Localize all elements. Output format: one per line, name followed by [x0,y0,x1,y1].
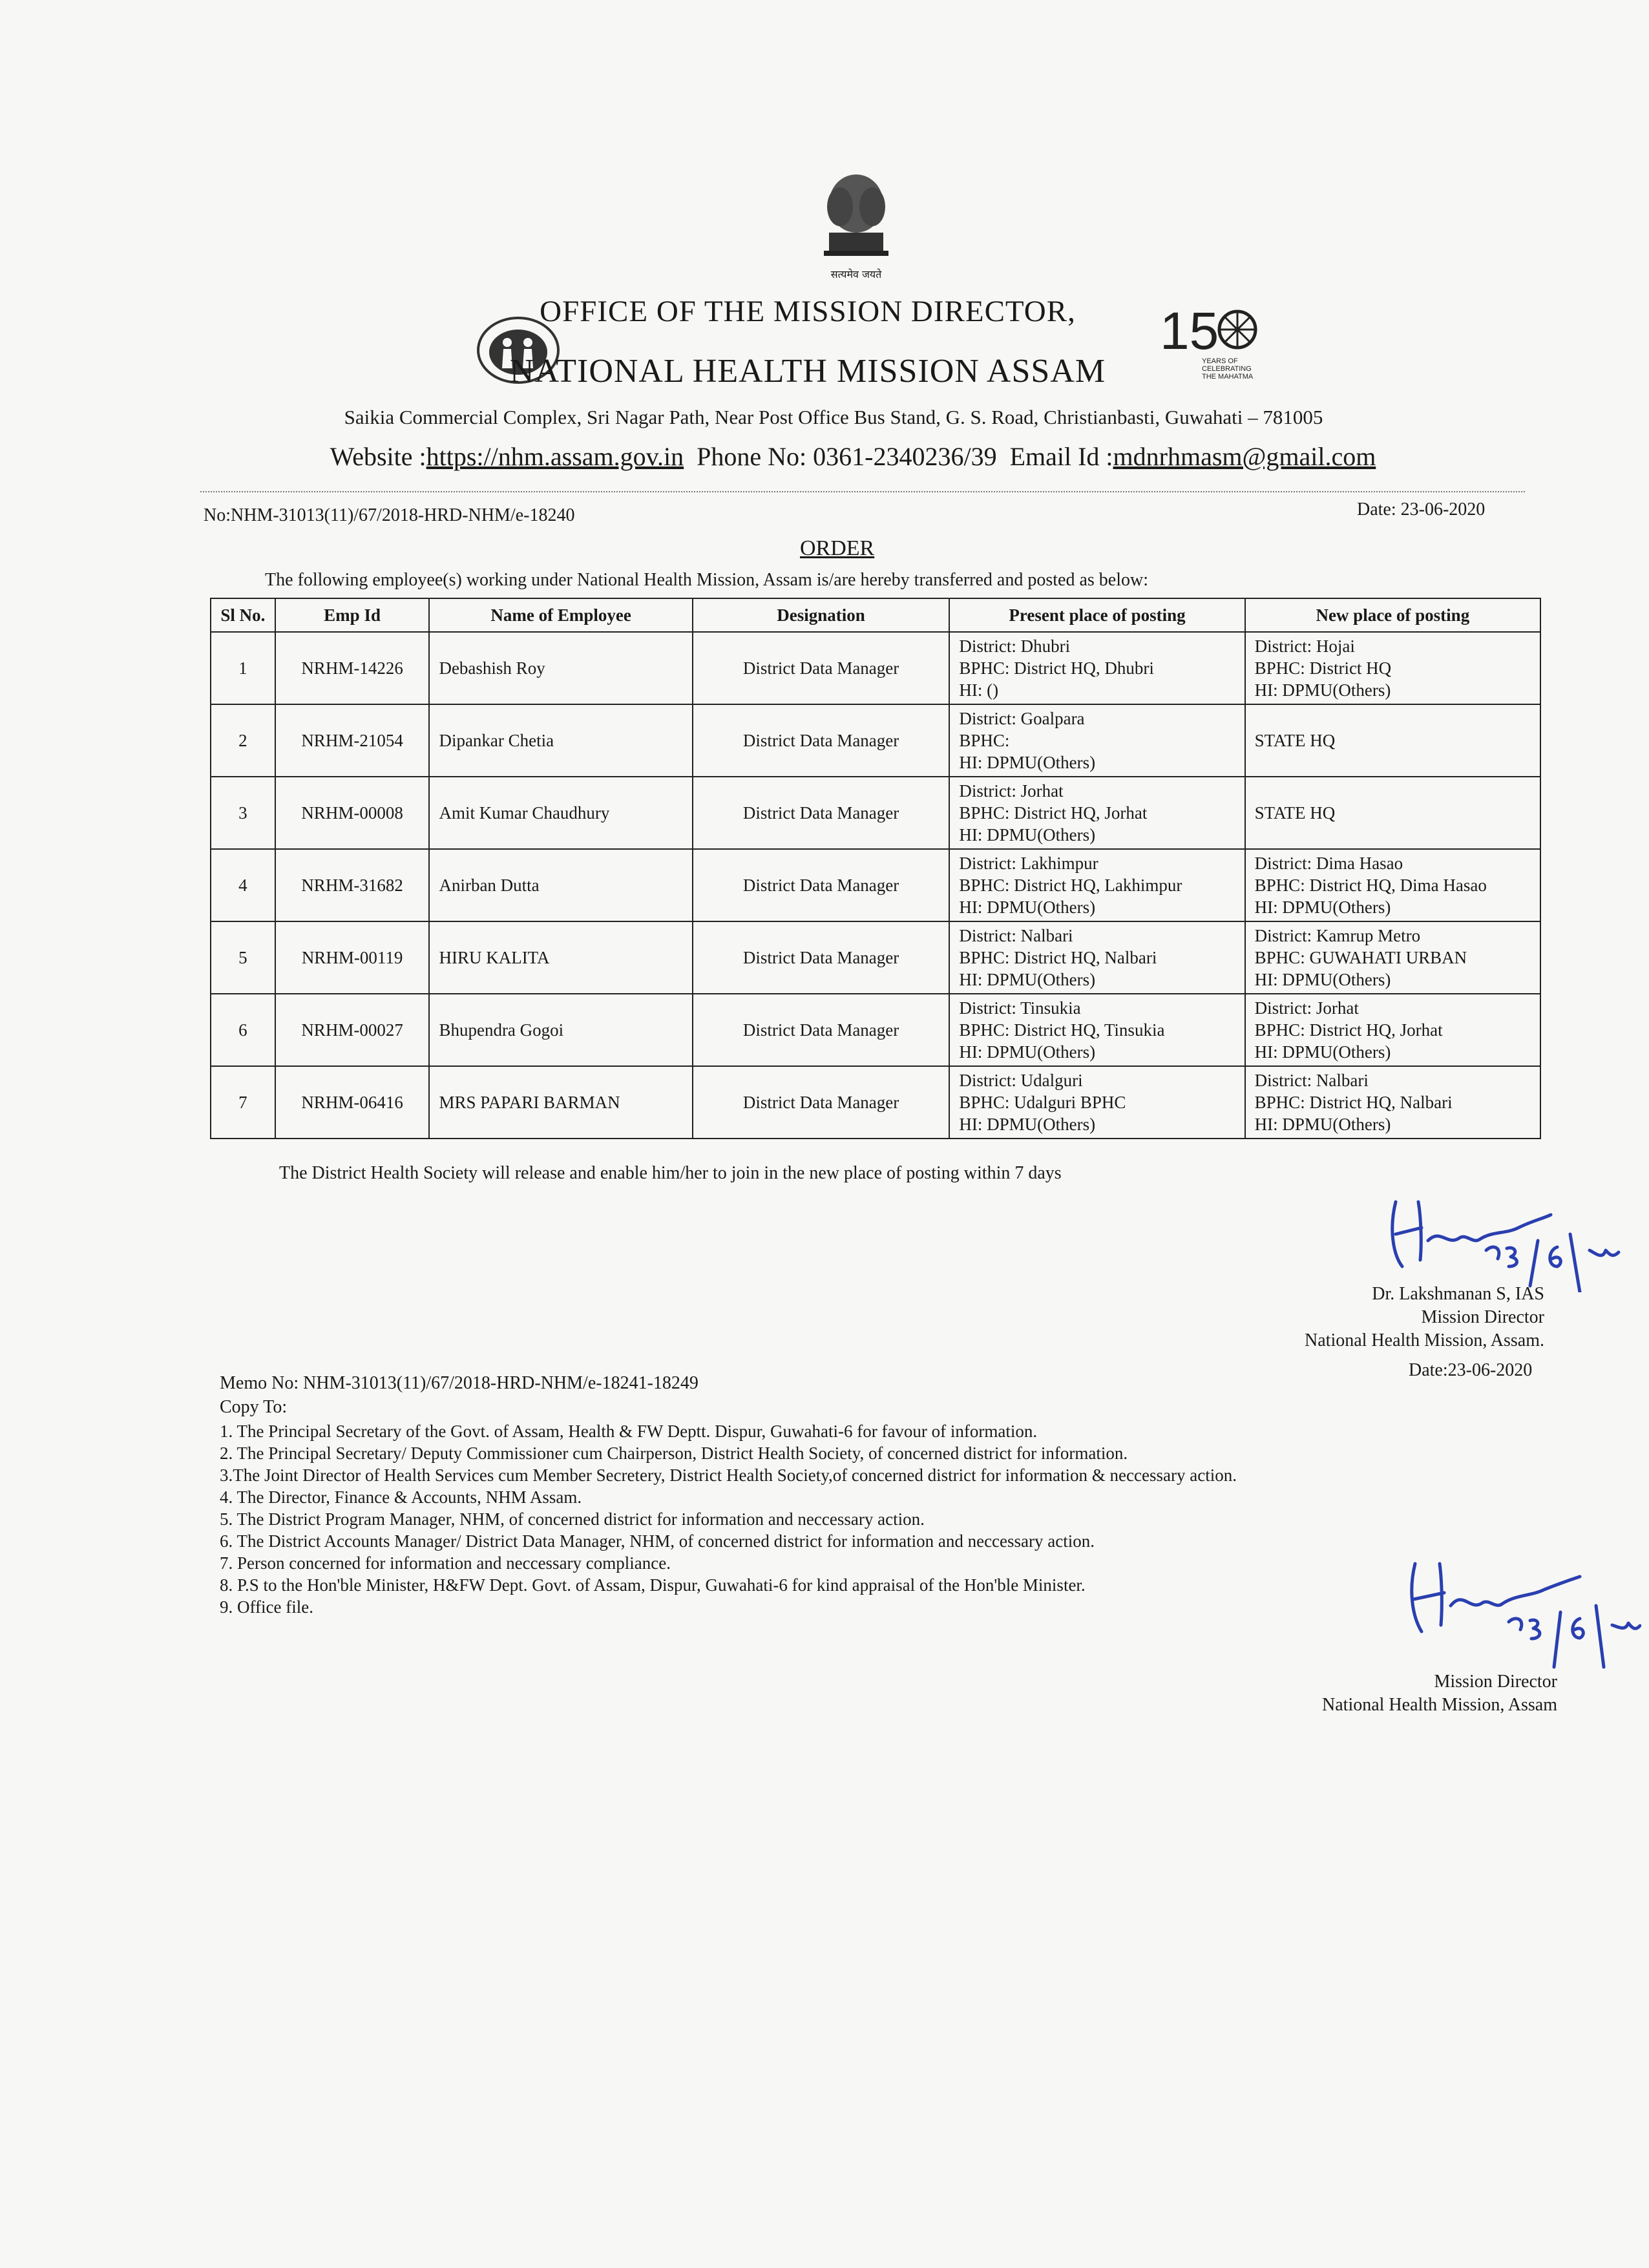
posting-line: BPHC: District HQ, Tinsukia [959,1020,1165,1040]
posting-line: BPHC: District HQ, Dima Hasao [1254,876,1487,895]
serial-number-cell: 6 [211,994,275,1066]
posting-line: BPHC: District HQ, Nalbari [1254,1093,1453,1112]
emblem-motto: सत्यमेव जयते [830,268,882,280]
copy-to-item: 5. The District Program Manager, NHM, of concerned district for information and neccessary action. [220,1509,925,1529]
new-posting-cell [1245,1066,1540,1139]
posting-line: HI: DPMU(Others) [1254,898,1391,917]
memo-number: Memo No: NHM-31013(11)/67/2018-HRD-NHM/e-18241-18249 [220,1373,698,1393]
posting-line: HI: DPMU(Others) [959,1115,1096,1134]
table-row [211,994,1540,1066]
posting-line: HI: DPMU(Others) [959,898,1096,917]
copy-to-item: 9. Office file. [220,1597,313,1617]
employee-name-cell: Amit Kumar Chaudhury [429,777,692,849]
posting-line: BPHC: District HQ, Nalbari [959,948,1157,967]
order-title: ORDER [800,536,875,560]
new-posting-cell [1245,921,1540,994]
posting-line: BPHC: District HQ [1254,658,1392,678]
svg-text:15: 15 [1160,302,1219,361]
column-header: Emp Id [275,598,430,632]
employee-id-cell: NRHM-00119 [275,921,430,994]
copy-to-item: 2. The Principal Secretary/ Deputy Commissioner cum Chairperson, District Health Society, of concerned district for information. [220,1444,1128,1463]
present-posting-cell [949,704,1245,777]
email-label: Email Id : [1009,442,1113,471]
signatory-title: Mission Director [1421,1307,1544,1327]
posting-line: District: Jorhat [1254,998,1359,1018]
new-posting-cell [1245,994,1540,1066]
posting-line: District: Goalpara [959,709,1085,728]
release-note: The District Health Society will release and enable him/her to join in the new place of posting within 7 days [279,1163,1062,1183]
column-header: Designation [693,598,950,632]
present-posting-cell [949,921,1245,994]
employee-id-cell: NRHM-14226 [275,632,430,704]
employee-id-cell: NRHM-00027 [275,994,430,1066]
designation-cell: District Data Manager [693,921,950,994]
table-row [211,1066,1540,1139]
employee-id-cell: NRHM-21054 [275,704,430,777]
table-row [211,777,1540,849]
copy-to-item: 1. The Principal Secretary of the Govt. of Assam, Health & FW Deptt. Dispur, Guwahati-6 for favour of information. [220,1422,1038,1441]
svg-text:YEARS OF: YEARS OF [1202,357,1238,365]
email-link[interactable]: mdnrhmasm@gmail.com [1113,442,1376,471]
svg-text:CELEBRATING: CELEBRATING [1202,365,1252,373]
table-row [211,849,1540,921]
designation-cell: District Data Manager [693,632,950,704]
handwritten-signature-2 [1402,1544,1641,1674]
posting-line: District: Dhubri [959,636,1071,656]
contact-line [284,441,1422,472]
office-address: Saikia Commercial Complex, Sri Nagar Path, Near Post Office Bus Stand, G. S. Road, Christianbasti, Guwahati – 781005 [344,406,1323,428]
present-posting-cell [949,632,1245,704]
table-row [211,632,1540,704]
svg-text:THE MAHATMA: THE MAHATMA [1202,373,1254,381]
posting-line: STATE HQ [1254,731,1336,750]
posting-line: BPHC: District HQ, Jorhat [959,803,1148,823]
organization-heading: NATIONAL HEALTH MISSION ASSAM [509,353,1106,390]
designation-cell: District Data Manager [693,777,950,849]
posting-line: HI: () [959,680,999,700]
designation-cell: District Data Manager [693,849,950,921]
memo-date: Date:23-06-2020 [1409,1360,1533,1380]
employee-name-cell: Bhupendra Gogoi [429,994,692,1066]
copy-to-item: 8. P.S to the Hon'ble Minister, H&FW Dept. Govt. of Assam, Dispur, Guwahati-6 for kind appraisal of the Hon'ble Minister. [220,1575,1086,1595]
employee-name-cell: Debashish Roy [429,632,692,704]
posting-line: BPHC: District HQ, Lakhimpur [959,876,1182,895]
order-date: Date: 23-06-2020 [1357,499,1486,520]
posting-line: BPHC: GUWAHATI URBAN [1254,948,1467,967]
serial-number-cell: 7 [211,1066,275,1139]
handwritten-signature [1383,1189,1641,1292]
posting-line: District: Jorhat [959,781,1064,801]
employee-id-cell: NRHM-06416 [275,1066,430,1139]
posting-line: HI: DPMU(Others) [1254,970,1391,989]
header-divider [200,491,1525,492]
column-header: New place of posting [1245,598,1540,632]
table-row [211,921,1540,994]
posting-line: HI: DPMU(Others) [959,753,1096,772]
serial-number-cell: 1 [211,632,275,704]
website-link[interactable]: https://nhm.assam.gov.in [426,442,684,471]
employee-id-cell: NRHM-31682 [275,849,430,921]
copy-to-list [220,1420,1237,1618]
column-header: Sl No. [211,598,275,632]
serial-number-cell: 2 [211,704,275,777]
employee-name-cell: Dipankar Chetia [429,704,692,777]
phone-number: Phone No: 0361-2340236/39 [697,442,997,471]
signatory-name: Dr. Lakshmanan S, IAS [1372,1284,1544,1304]
table-header-row [211,598,1540,632]
copy-to-label: Copy To: [220,1397,288,1417]
employee-name-cell: HIRU KALITA [429,921,692,994]
office-heading: OFFICE OF THE MISSION DIRECTOR, [540,295,1076,328]
new-posting-cell [1245,704,1540,777]
signatory-org: National Health Mission, Assam. [1305,1330,1544,1350]
website-label: Website : [330,442,426,471]
posting-line: District: Nalbari [959,926,1073,945]
column-header: Name of Employee [429,598,692,632]
posting-line: STATE HQ [1254,803,1336,823]
copy-to-item: 3.The Joint Director of Health Services cum Member Secretery, District Health Society,of concerned district for information & neccessary action. [220,1465,1237,1485]
transfer-table [210,598,1541,1139]
posting-line: District: Hojai [1254,636,1355,656]
posting-line: HI: DPMU(Others) [1254,680,1391,700]
posting-line: District: Udalguri [959,1071,1083,1090]
employee-name-cell: Anirban Dutta [429,849,692,921]
posting-line: BPHC: District HQ, Dhubri [959,658,1154,678]
posting-line: HI: DPMU(Others) [959,970,1096,989]
employee-id-cell: NRHM-00008 [275,777,430,849]
signatory-title-2: Mission Director [1434,1672,1557,1692]
posting-line: BPHC: District HQ, Jorhat [1254,1020,1443,1040]
new-posting-cell [1245,849,1540,921]
designation-cell: District Data Manager [693,994,950,1066]
posting-line: District: Lakhimpur [959,854,1098,873]
copy-to-item: 4. The Director, Finance & Accounts, NHM Assam. [220,1487,582,1507]
serial-number-cell: 4 [211,849,275,921]
serial-number-cell: 5 [211,921,275,994]
employee-name-cell: MRS PAPARI BARMAN [429,1066,692,1139]
posting-line: HI: DPMU(Others) [1254,1115,1391,1134]
posting-line: District: Dima Hasao [1254,854,1403,873]
posting-line: BPHC: Udalguri BPHC [959,1093,1126,1112]
table-row [211,704,1540,777]
order-intro: The following employee(s) working under National Health Mission, Assam is/are hereby transferred and posted as below: [265,570,1148,590]
present-posting-cell [949,849,1245,921]
posting-line: District: Nalbari [1254,1071,1369,1090]
signatory-block [1266,1283,1544,1352]
signatory-org-2: National Health Mission, Assam [1322,1695,1557,1715]
designation-cell: District Data Manager [693,1066,950,1139]
posting-line: HI: DPMU(Others) [959,825,1096,845]
designation-cell: District Data Manager [693,704,950,777]
new-posting-cell [1245,777,1540,849]
signatory-block-2 [1266,1670,1557,1717]
present-posting-cell [949,1066,1245,1139]
posting-line: District: Tinsukia [959,998,1081,1018]
present-posting-cell [949,994,1245,1066]
state-emblem-logo [804,168,908,278]
posting-line: District: Kamrup Metro [1254,926,1421,945]
posting-line: HI: DPMU(Others) [1254,1042,1391,1062]
column-header: Present place of posting [949,598,1245,632]
copy-to-item: 6. The District Accounts Manager/ District Data Manager, NHM, of concerned district for information and neccessary action. [220,1531,1095,1551]
serial-number-cell: 3 [211,777,275,849]
posting-line: BPHC: [959,731,1010,750]
copy-to-item: 7. Person concerned for information and neccessary compliance. [220,1553,671,1573]
posting-line: HI: DPMU(Others) [959,1042,1096,1062]
new-posting-cell [1245,632,1540,704]
reference-number: No:NHM-31013(11)/67/2018-HRD-NHM/e-18240 [204,505,575,525]
present-posting-cell [949,777,1245,849]
